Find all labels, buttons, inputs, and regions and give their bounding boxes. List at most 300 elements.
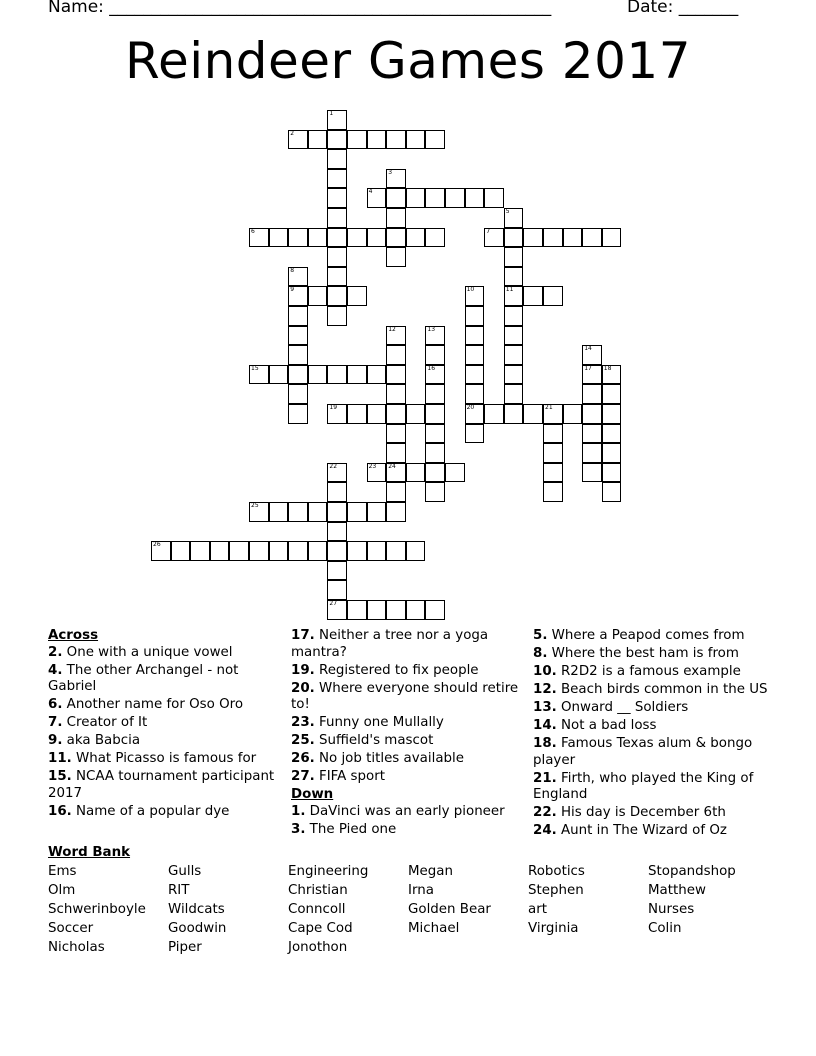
- crossword-cell[interactable]: [347, 365, 367, 385]
- crossword-cell[interactable]: [602, 443, 622, 463]
- clue-num: 9.: [48, 733, 63, 748]
- clue-number: 25: [251, 502, 259, 509]
- clue-text: Funny one Mullally: [314, 715, 444, 730]
- word-bank-word: Golden Bear: [408, 902, 491, 917]
- crossword-cell[interactable]: [327, 188, 347, 208]
- crossword-cell[interactable]: [504, 345, 524, 365]
- date-line[interactable]: Date: _______: [627, 0, 739, 17]
- page-title: Reindeer Games 2017: [124, 32, 692, 90]
- crossword-cell[interactable]: [327, 306, 347, 326]
- crossword-cell[interactable]: [288, 267, 308, 287]
- clue-number: 3: [388, 168, 393, 176]
- across-clue: [48, 715, 288, 732]
- crossword-cell[interactable]: [543, 463, 563, 483]
- clue-text: Registered to fix people: [314, 662, 479, 678]
- clue-number: 9: [290, 286, 295, 294]
- crossword-cell[interactable]: [602, 365, 622, 385]
- crossword-cell[interactable]: [543, 482, 563, 502]
- crossword-cell[interactable]: [327, 502, 347, 522]
- crossword-cell[interactable]: [327, 541, 347, 561]
- word-bank-column: [528, 863, 648, 939]
- word-bank-word: Michael: [408, 921, 460, 936]
- crossword-cell[interactable]: [367, 365, 387, 385]
- crossword-cell[interactable]: [386, 502, 406, 522]
- crossword-cell[interactable]: [386, 541, 406, 561]
- clue-number: 24: [388, 462, 396, 470]
- crossword-cell[interactable]: [386, 384, 406, 404]
- clue-number: 21: [545, 404, 553, 411]
- crossword-cell[interactable]: [269, 228, 289, 248]
- crossword-cell[interactable]: [582, 365, 602, 385]
- clue-num: 3.: [291, 821, 306, 837]
- clue-number: 5: [505, 208, 510, 215]
- crossword-cell[interactable]: [504, 365, 524, 385]
- clue-number: 14: [584, 345, 592, 353]
- crossword-cell[interactable]: [465, 306, 485, 326]
- word-bank-word: art: [528, 902, 547, 917]
- crossword-cell[interactable]: [425, 384, 445, 404]
- crossword-cell[interactable]: [347, 502, 367, 522]
- crossword-cell[interactable]: [504, 267, 524, 287]
- crossword-cell[interactable]: [465, 404, 485, 424]
- crossword-cell[interactable]: [288, 228, 308, 248]
- clue-num: 20.: [291, 680, 315, 696]
- crossword-cell[interactable]: [425, 600, 445, 620]
- clue-number: 15: [251, 364, 259, 372]
- crossword-cell[interactable]: [327, 247, 347, 267]
- crossword-cell[interactable]: [288, 502, 308, 522]
- across-clue: [48, 733, 288, 750]
- crossword-cell[interactable]: [249, 541, 269, 561]
- clue-number: 19: [329, 404, 338, 411]
- crossword-cell[interactable]: [425, 188, 445, 208]
- clues-column-1: [48, 628, 288, 822]
- crossword-cell[interactable]: [327, 169, 347, 189]
- clue-num: 8.: [533, 646, 548, 661]
- clue-number: 17: [584, 364, 592, 372]
- crossword-cell[interactable]: [249, 228, 269, 248]
- word-bank-word: Virginia: [528, 921, 579, 936]
- clue-num: 27.: [291, 769, 315, 784]
- crossword-cell[interactable]: [386, 169, 406, 189]
- crossword-cell[interactable]: [386, 228, 406, 248]
- down-heading: Down: [291, 787, 334, 802]
- crossword-cell[interactable]: [386, 365, 406, 385]
- word-bank-word: Olm: [48, 883, 76, 898]
- crossword-cell[interactable]: [602, 228, 622, 248]
- crossword-cell[interactable]: [504, 404, 524, 424]
- clue-number: 11: [505, 286, 514, 294]
- crossword-cell[interactable]: [308, 286, 328, 306]
- down-clue: [533, 664, 773, 681]
- crossword-cell[interactable]: [367, 502, 387, 522]
- crossword-cell[interactable]: [308, 228, 328, 248]
- crossword-cell[interactable]: [347, 404, 367, 424]
- crossword-cell[interactable]: [386, 345, 406, 365]
- crossword-cell[interactable]: [602, 404, 622, 424]
- crossword-cell[interactable]: [386, 326, 406, 346]
- crossword-cell[interactable]: [465, 345, 485, 365]
- clue-num: 18.: [533, 736, 557, 751]
- clue-num: 10.: [533, 664, 557, 679]
- crossword-cell[interactable]: [465, 326, 485, 346]
- clue-text: The other Archangel - not Gabriel: [48, 662, 239, 694]
- crossword-cell[interactable]: [582, 345, 602, 365]
- crossword-cell[interactable]: [327, 463, 347, 483]
- down-clue: [291, 804, 531, 821]
- clue-text: Neither a tree nor a yoga mantra?: [291, 628, 489, 660]
- clue-num: 14.: [533, 718, 557, 733]
- crossword-cell[interactable]: [445, 463, 465, 483]
- crossword-cell[interactable]: [288, 365, 308, 385]
- crossword-cell[interactable]: [249, 502, 269, 522]
- crossword-cell[interactable]: [288, 384, 308, 404]
- clue-text: Where the best ham is from: [547, 646, 739, 661]
- crossword-cell[interactable]: [367, 404, 387, 424]
- word-bank-word: Matthew: [648, 883, 706, 898]
- word-bank-heading: Word Bank: [48, 845, 131, 860]
- clue-text: Name of a popular dye: [71, 803, 230, 819]
- crossword-cell[interactable]: [484, 188, 504, 208]
- clue-num: 19.: [291, 662, 315, 678]
- down-clue: [533, 628, 773, 645]
- clue-text: Where everyone should retire to!: [291, 680, 519, 712]
- crossword-cell[interactable]: [386, 600, 406, 620]
- crossword-cell[interactable]: [386, 208, 406, 228]
- crossword-cell[interactable]: [151, 541, 171, 561]
- clue-num: 23.: [291, 715, 315, 730]
- crossword-cell[interactable]: [347, 130, 367, 150]
- clue-text: Aunt in The Wizard of Oz: [556, 823, 727, 838]
- crossword-cell[interactable]: [425, 130, 445, 150]
- clue-text: The Pied one: [305, 821, 397, 837]
- clue-num: 21.: [533, 770, 557, 786]
- clue-text: Onward __ Soldiers: [556, 700, 689, 715]
- crossword-cell[interactable]: [210, 541, 230, 561]
- crossword-cell[interactable]: [582, 384, 602, 404]
- across-clue: [48, 751, 288, 768]
- word-bank-word: Irna: [408, 883, 434, 898]
- clue-text: No job titles available: [314, 751, 464, 766]
- crossword-cell[interactable]: [465, 286, 485, 306]
- word-bank-word: Wildcats: [168, 902, 225, 917]
- clue-num: 11.: [48, 751, 72, 766]
- crossword-cell[interactable]: [327, 404, 347, 424]
- crossword-cell[interactable]: [582, 463, 602, 483]
- clue-number: 26: [153, 541, 161, 549]
- clue-number: 20: [466, 404, 475, 411]
- word-bank-column: [288, 863, 408, 958]
- across-clue: [291, 769, 531, 786]
- word-bank-word: Robotics: [528, 864, 585, 879]
- clue-number: 27: [329, 600, 338, 607]
- crossword-cell[interactable]: [327, 561, 347, 581]
- clue-num: 4.: [48, 662, 63, 678]
- word-bank-word: Piper: [168, 940, 202, 955]
- clue-text: His day is December 6th: [556, 805, 726, 820]
- crossword-cell[interactable]: [327, 522, 347, 542]
- clue-num: 6.: [48, 697, 63, 712]
- crossword-cell[interactable]: [327, 482, 347, 502]
- crossword-cell[interactable]: [367, 188, 387, 208]
- across-clue: [48, 645, 288, 662]
- across-clue: [48, 663, 288, 696]
- crossword-cell[interactable]: [190, 541, 210, 561]
- word-bank-word: RIT: [168, 883, 190, 898]
- crossword-cell[interactable]: [465, 365, 485, 385]
- clue-num: 26.: [291, 751, 315, 766]
- crossword-cell[interactable]: [347, 286, 367, 306]
- crossword-cell[interactable]: [327, 110, 347, 130]
- across-clue: [48, 697, 288, 714]
- crossword-cell[interactable]: [327, 600, 347, 620]
- clue-text: FIFA sport: [314, 769, 385, 784]
- down-clue: [533, 823, 773, 840]
- crossword-cell[interactable]: [367, 228, 387, 248]
- crossword-cell[interactable]: [543, 404, 563, 424]
- word-bank-word: Megan: [408, 864, 453, 879]
- crossword-cell[interactable]: [229, 541, 249, 561]
- crossword-cell[interactable]: [406, 600, 426, 620]
- crossword-cell[interactable]: [406, 130, 426, 150]
- word-bank-word: Colin: [648, 921, 682, 936]
- clue-text: Firth, who played the King of England: [533, 770, 754, 802]
- across-clue: [291, 733, 531, 750]
- down-clue: [533, 700, 773, 717]
- crossword-cell[interactable]: [484, 404, 504, 424]
- clue-num: 25.: [291, 733, 315, 748]
- crossword-cell[interactable]: [582, 424, 602, 444]
- crossword-cell[interactable]: [347, 600, 367, 620]
- crossword-cell[interactable]: [504, 326, 524, 346]
- clue-number: 13: [427, 325, 436, 333]
- clue-number: 2: [290, 129, 295, 137]
- crossword-cell[interactable]: [543, 286, 563, 306]
- clue-text: Creator of It: [62, 715, 148, 730]
- across-clue: [291, 715, 531, 732]
- name-line[interactable]: Name: ____________________________________________________: [48, 0, 552, 17]
- crossword-cell[interactable]: [582, 228, 602, 248]
- crossword-cell[interactable]: [602, 482, 622, 502]
- across-clue: [291, 628, 531, 661]
- clue-text: NCAA tournament participant 2017: [48, 769, 275, 801]
- down-clue: [533, 805, 773, 822]
- crossword-cell[interactable]: [327, 365, 347, 385]
- across-clue: [291, 663, 531, 680]
- clue-num: 5.: [533, 628, 548, 643]
- down-clue: [533, 718, 773, 735]
- crossword-cell[interactable]: [602, 463, 622, 483]
- crossword-cell[interactable]: [327, 208, 347, 228]
- crossword-cell[interactable]: [425, 404, 445, 424]
- down-clue: [533, 646, 773, 663]
- crossword-cell[interactable]: [543, 443, 563, 463]
- crossword-cell[interactable]: [425, 326, 445, 346]
- crossword-cell[interactable]: [171, 541, 191, 561]
- crossword-cell[interactable]: [445, 188, 465, 208]
- crossword-cell[interactable]: [288, 404, 308, 424]
- clue-text: Where a Peapod comes from: [547, 628, 745, 643]
- crossword-cell[interactable]: [288, 306, 308, 326]
- crossword-cell[interactable]: [523, 228, 543, 248]
- crossword-cell[interactable]: [288, 345, 308, 365]
- crossword-cell[interactable]: [582, 443, 602, 463]
- crossword-cell[interactable]: [386, 404, 406, 424]
- crossword-cell[interactable]: [406, 404, 426, 424]
- crossword-cell[interactable]: [367, 541, 387, 561]
- crossword-cell[interactable]: [425, 345, 445, 365]
- clue-num: 24.: [533, 823, 557, 838]
- clue-number: 7: [486, 227, 491, 235]
- clue-text: One with a unique vowel: [62, 644, 233, 660]
- crossword-cell[interactable]: [582, 404, 602, 424]
- clue-num: 2.: [48, 644, 63, 660]
- clue-number: 22: [329, 462, 338, 470]
- word-bank-column: [48, 863, 168, 958]
- crossword-cell[interactable]: [425, 365, 445, 385]
- crossword-cell[interactable]: [327, 130, 347, 150]
- crossword-cell[interactable]: [523, 404, 543, 424]
- crossword-cell[interactable]: [563, 228, 583, 248]
- across-clue: [48, 769, 288, 802]
- clue-num: 12.: [533, 682, 557, 697]
- crossword-cell[interactable]: [269, 541, 289, 561]
- crossword-cell[interactable]: [406, 188, 426, 208]
- crossword-cell[interactable]: [327, 580, 347, 600]
- clue-text: Beach birds common in the US: [556, 682, 768, 697]
- crossword-cell[interactable]: [249, 365, 269, 385]
- crossword-cell[interactable]: [386, 424, 406, 444]
- crossword-cell[interactable]: [288, 286, 308, 306]
- clue-text: DaVinci was an early pioneer: [305, 803, 505, 819]
- word-bank-word: Ems: [48, 864, 77, 879]
- crossword-cell[interactable]: [563, 404, 583, 424]
- crossword-cell[interactable]: [406, 541, 426, 561]
- word-bank-column: [168, 863, 288, 958]
- clue-number: 16: [427, 364, 436, 372]
- clue-num: 13.: [533, 700, 557, 715]
- crossword-cell[interactable]: [367, 130, 387, 150]
- clue-number: 12: [388, 325, 396, 333]
- clue-num: 17.: [291, 628, 315, 643]
- clues-column-2: [291, 628, 531, 840]
- clue-num: 22.: [533, 805, 557, 820]
- crossword-cell[interactable]: [288, 130, 308, 150]
- word-bank-word: Jonothon: [288, 940, 348, 955]
- clue-number: 18: [603, 364, 612, 372]
- crossword-cell[interactable]: [308, 502, 328, 522]
- crossword-cell[interactable]: [504, 286, 524, 306]
- crossword-cell[interactable]: [602, 384, 622, 404]
- crossword-cell[interactable]: [327, 286, 347, 306]
- crossword-cell[interactable]: [347, 228, 367, 248]
- crossword-cell[interactable]: [327, 149, 347, 169]
- crossword-cell[interactable]: [504, 306, 524, 326]
- crossword-cell[interactable]: [484, 228, 504, 248]
- across-clue: [291, 751, 531, 768]
- word-bank-word: Christian: [288, 883, 348, 898]
- crossword-cell[interactable]: [327, 228, 347, 248]
- crossword-cell[interactable]: [465, 384, 485, 404]
- crossword-cell[interactable]: [367, 600, 387, 620]
- crossword-cell[interactable]: [504, 247, 524, 267]
- clue-text: Not a bad loss: [556, 718, 657, 733]
- down-clue: [533, 736, 773, 769]
- word-bank-word: Soccer: [48, 921, 94, 936]
- clue-text: Another name for Oso Oro: [62, 697, 244, 712]
- crossword-cell[interactable]: [425, 443, 445, 463]
- word-bank-word: Stephen: [528, 883, 584, 898]
- crossword-cell[interactable]: [308, 130, 328, 150]
- crossword-cell[interactable]: [327, 267, 347, 287]
- word-bank-column: [648, 863, 768, 939]
- crossword-cell[interactable]: [269, 365, 289, 385]
- clue-num: 7.: [48, 715, 63, 730]
- crossword-cell[interactable]: [386, 247, 406, 267]
- crossword-cell[interactable]: [465, 188, 485, 208]
- across-clue: [48, 804, 288, 821]
- clue-num: 16.: [48, 803, 72, 819]
- across-clue: [291, 681, 531, 714]
- word-bank-word: Nicholas: [48, 940, 105, 955]
- crossword-cell[interactable]: [425, 424, 445, 444]
- crossword-cell[interactable]: [386, 130, 406, 150]
- crossword-cell[interactable]: [406, 228, 426, 248]
- crossword-cell[interactable]: [504, 208, 524, 228]
- word-bank-column: [408, 863, 528, 939]
- down-clue: [533, 682, 773, 699]
- crossword-cell[interactable]: [347, 541, 367, 561]
- crossword-cell[interactable]: [386, 482, 406, 502]
- clue-text: Suffield's mascot: [314, 733, 434, 748]
- word-bank-word: Goodwin: [168, 921, 227, 936]
- crossword-cell[interactable]: [523, 286, 543, 306]
- crossword-cell[interactable]: [367, 463, 387, 483]
- crossword-cell[interactable]: [425, 463, 445, 483]
- word-bank-word: Conncoll: [288, 902, 346, 917]
- crossword-cell[interactable]: [386, 463, 406, 483]
- crossword-cell[interactable]: [504, 228, 524, 248]
- crossword-cell[interactable]: [288, 541, 308, 561]
- crossword-cell[interactable]: [425, 228, 445, 248]
- crossword-cell[interactable]: [465, 424, 485, 444]
- crossword-cell[interactable]: [288, 326, 308, 346]
- clue-number: 4: [368, 188, 373, 196]
- down-clue: [291, 822, 531, 839]
- crossword-cell[interactable]: [425, 482, 445, 502]
- word-bank-word: Schwerinboyle: [48, 902, 146, 917]
- word-bank-word: Stopandshop: [648, 864, 736, 879]
- crossword-cell[interactable]: [269, 502, 289, 522]
- crossword-cell[interactable]: [543, 228, 563, 248]
- clue-number: 6: [251, 227, 255, 235]
- crossword-cell[interactable]: [386, 188, 406, 208]
- clue-number: 23: [368, 462, 377, 470]
- crossword-cell[interactable]: [308, 541, 328, 561]
- crossword-cell[interactable]: [602, 424, 622, 444]
- crossword-cell[interactable]: [406, 463, 426, 483]
- clue-text: Famous Texas alum & bongo player: [533, 736, 753, 768]
- crossword-cell[interactable]: [308, 365, 328, 385]
- word-bank-word: Gulls: [168, 864, 202, 879]
- crossword-cell[interactable]: [386, 443, 406, 463]
- clue-number: 10: [466, 286, 475, 294]
- clue-num: 15.: [48, 769, 72, 784]
- across-heading: Across: [48, 628, 99, 643]
- crossword-cell[interactable]: [504, 384, 524, 404]
- clue-text: R2D2 is a famous example: [556, 664, 741, 679]
- crossword-cell[interactable]: [543, 424, 563, 444]
